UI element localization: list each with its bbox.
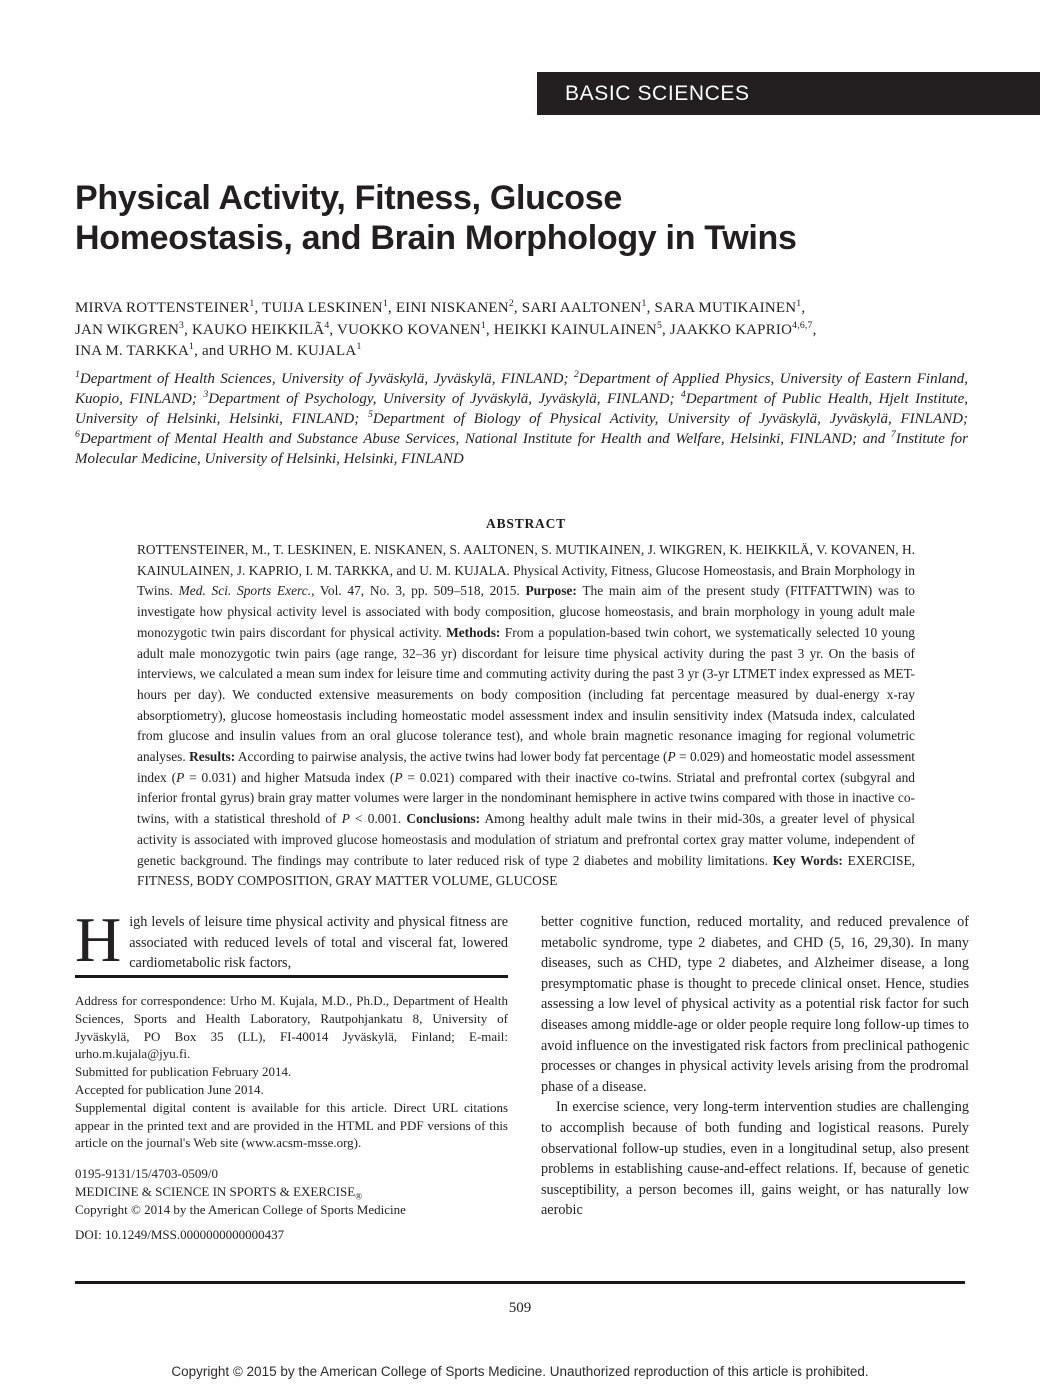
section-banner-label: BASIC SCIENCES	[565, 81, 750, 105]
page-number: 509	[508, 1300, 532, 1316]
left-column	[75, 904, 508, 975]
body-paragraph-1: better cognitive function, reduced mortality, and reduced prevalence of metabolic syndrome, type 2 diabetes, and CHD (5, 16, 29,30). In many diseases, such as CHD, type 2 diabetes, and Alzheimer disease, a long presymptomatic phase is thought to precede clinical onset. Hence, studies assessing a low level of physical activity as a potential risk factor for such diseases among middle-age or older people require long follow-up times to avoid influence on the investigated risk factors from preclinical pathogenic processes or changes in physical activity levels arising from the prodromal phase of a disease.	[541, 914, 969, 1095]
footnotes	[75, 992, 508, 1243]
copyright-line: Copyright © 2015 by the American College of Sports Medicine. Unauthorized reproduction of this article is prohibited.	[171, 1364, 869, 1379]
accepted-note: Accepted for publication June 2014.	[75, 1081, 264, 1097]
issn-code: 0195-9131/15/4703-0509/0	[75, 1166, 218, 1182]
submitted-note: Submitted for publication February 2014.	[75, 1064, 292, 1080]
article-title	[75, 178, 980, 258]
doi-line: DOI: 10.1249/MSS.0000000000000437	[75, 1226, 285, 1242]
intro-paragraph-text: igh levels of leisure time physical activity and physical fitness are associated with reduced levels of total and visceral fat, lowered cardiometabolic risk factors,	[129, 914, 508, 972]
author-list: MIRVA ROTTENSTEINER$^1$, TUIJA LESKINEN$^1$, EINI NISKANEN$^2$, SARI AALTONEN$^1$, SARA MUTIKAINEN$^1$, JAN WIKGREN$^3$, KAUKO HEIKKILÃ$^4$, VUOKKO KOVANEN$^1$, HEIKKI KAINULAINEN$^5$, JAAKKO KAPRIO$^{4,6,7}$, INA M. TARKKA$^1$, and URHO M. KUJALA$^1$	[75, 298, 817, 359]
intro-paragraph	[75, 904, 508, 975]
right-column	[541, 912, 969, 1221]
abstract-heading: ABSTRACT	[486, 516, 566, 531]
copyright-2014-note: Copyright © 2014 by the American College of Sports Medicine	[75, 1201, 406, 1217]
article-title-line1: Physical Activity, Fitness, Glucose	[75, 179, 622, 217]
drop-cap: H	[75, 904, 122, 975]
abstract-text: ROTTENSTEINER, M., T. LESKINEN, E. NISKANEN, S. AALTONEN, S. MUTIKAINEN, J. WIKGREN, K. HEIKKILÄ, V. KOVANEN, H. KAINULAINEN, J. KAPRIO, I. M. TARKKA, and U. M. KUJALA. Physical Activity, Fitness, Glucose Homeostasis, and Brain Morphology in Twins. Med. Sci. Sports Exerc., Vol. 47, No. 3, pp. 509–518, 2015. Purpose: The main aim of the present study (FITFATTWIN) was to investigate how physical activity level is associated with body composition, glucose homeostasis, and brain morphology in young adult male monozygotic twin pairs discordant for physical activity. Methods: From a population-based twin cohort, we systematically selected 10 young adult male monozygotic twin pairs (age range, 32–36 yr) discordant for leisure time physical activity during the past 3 yr. On the basis of interviews, we calculated a mean sum index for leisure time and commuting activity during the past 3 yr (3-yr LTMET index expressed as MET-hours per day). We conducted extensive measurements on body composition (including fat percentage measured by dual-energy x-ray absorptiometry), glucose homeostasis including homeostatic model assessment index and insulin sensitivity index (Matsuda index, calculated from glucose and insulin values from an oral glucose tolerance test), and whole brain magnetic resonance imaging for regional volumetric analyses. Results: According to pairwise analysis, the active twins had lower body fat percentage (P = 0.029) and homeostatic model assessment index (P = 0.031) and higher Matsuda index (P = 0.021) compared with their inactive co-twins. Striatal and prefrontal cortex (subgyral and inferior frontal gyrus) brain gray matter volumes were larger in the nondominant hemisphere in active twins compared with those in inactive co-twins, with a statistical threshold of P < 0.001. Conclusions: Among healthy adult male twins in their mid-30s, a greater level of physical activity is associated with improved glucose homeostasis and modulation of striatum and prefrontal cortex gray matter volume, independent of genetic background. The findings may contribute to later reduced risk of type 2 diabetes and mobility limitations. Key Words: EXERCISE, FITNESS, BODY COMPOSITION, GRAY MATTER VOLUME, GLUCOSE	[137, 542, 916, 889]
supplemental-note: Supplemental digital content is available for this article. Direct URL citations appear in the printed text and are provided in the HTML and PDF versions of this article on the journal's Web site (www.acsm-msse.org).	[75, 1099, 508, 1151]
section-banner	[537, 72, 1040, 115]
footer-rule	[75, 1281, 965, 1284]
affiliations: $^1$Department of Health Sciences, University of Jyväskylä, Jyväskylä, FINLAND; $^2$Department of Applied Physics, University of Eastern Finland, Kuopio, FINLAND; $^3$Department of Psychology, University of Jyväskylä, Jyväskylä, FINLAND; $^4$Department of Public Health, Hjelt Institute, University of Helsinki, Helsinki, FINLAND; $^5$Department of Biology of Physical Activity, University of Jyväskylä, Jyväskylä, FINLAND; $^6$Department of Mental Health and Substance Abuse Services, National Institute for Health and Welfare, Helsinki, FINLAND; and $^7$Institute for Molecular Medicine, University of Helsinki, Helsinki, FINLAND	[75, 369, 968, 467]
correspondence-note: Address for correspondence: Urho M. Kujala, M.D., Ph.D., Department of Health Sciences, Sports and Health Laboratory, Rautpohjankatu 8, University of Jyväskylä, PO Box 35 (LL), FI-40014 Jyväskylä, Finland; E-mail: urho.m.kujala@jyu.fi.	[75, 993, 508, 1062]
body-paragraph-2: In exercise science, very long-term intervention studies are challenging to accomplish because of both funding and logistical reasons. Purely observational follow-up studies, even in a longitudinal setup, also present problems in establishing cause-and-effect relations. If, because of genetic susceptibility, a person becomes ill, gains weight, or has naturally low aerobic	[541, 1099, 969, 1219]
footnote-rule	[75, 975, 508, 978]
journal-name: MEDICINE & SCIENCE IN SPORTS & $EXERCISE_®$	[75, 1183, 363, 1202]
article-title-line2: Homeostasis, and Brain Morphology in Twins	[75, 219, 797, 257]
footnote-block	[75, 975, 508, 1243]
